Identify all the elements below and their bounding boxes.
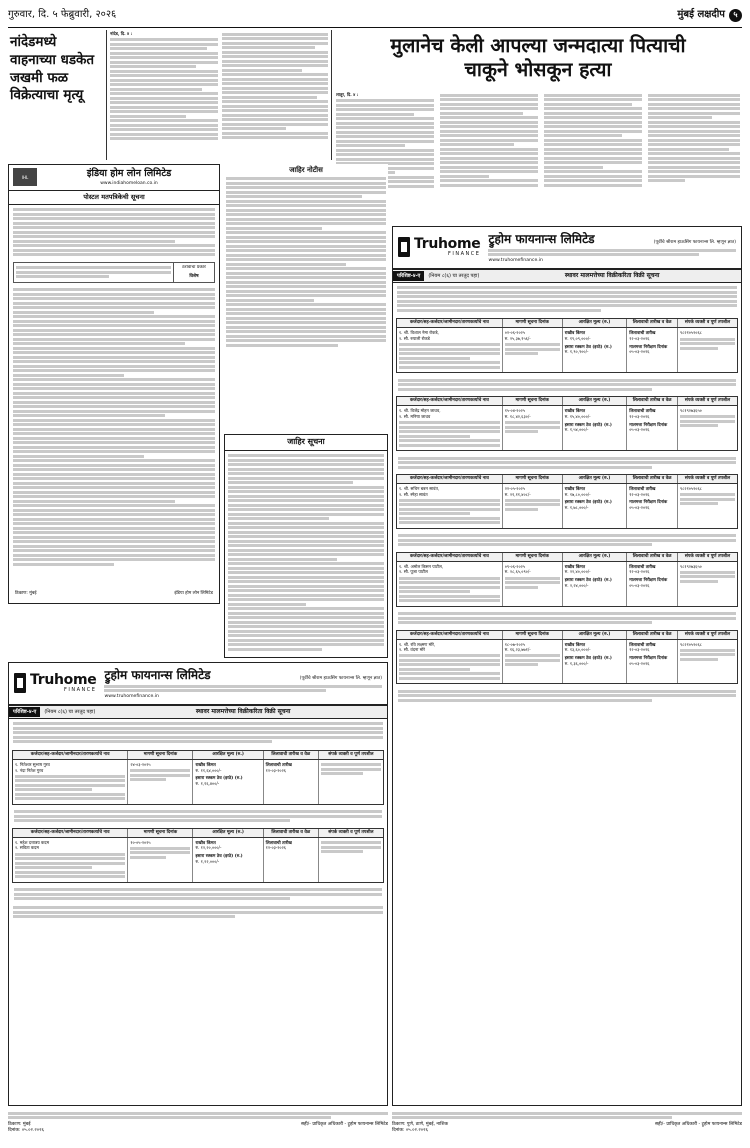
header-demand: मागणी सूचना दिनांक [503,319,563,327]
reserve-price: रु. १९,०९,०००/- [564,336,591,342]
reserve-label: राखीव किंमत [195,839,216,845]
reserve-price: रु. १७,८०,०००/- [564,491,591,497]
header-reserve: आरक्षित मूल्य (रु.) [563,631,628,639]
footer-right-signatory: सही/- प्राधिकृत अधिकारी - ट्रुहोम फायनान्स लिमिटेड [654,1122,742,1127]
header-demand: मागणी सूचना दिनांक [503,397,563,405]
emd-label: इसारा रक्कम ठेव (इरठे) (रु.) [564,577,612,583]
auction-date-label: लिलावाची तारीख [265,761,292,767]
table-row [13,760,383,804]
truhome-right-logo [398,237,480,258]
public-notice-2-title: जाहिर सूचना [225,435,387,451]
footer-right-date: दिनांक: ०५.०२.२०२६ [392,1128,428,1134]
auction-section [396,474,738,529]
header-demand: मागणी सूचना दिनांक [128,751,193,759]
demand-amount: रु. २१,११,४०८/- [504,491,531,497]
emd-label: इसारा रक्कम ठेव (इरठे) (रु.) [564,654,612,660]
header-reserve: आरक्षित मूल्य (रु.) [563,397,628,405]
truhome-left-strip [9,705,387,719]
header-borrower: कर्जदार/सह-कर्जदार/जामीनदार/तारणकर्त्याचे नाव [397,319,503,327]
auction-date: १२-०३-२०२६ [629,569,650,575]
header-auction: लिलावाची तारीख व वेळ [627,319,678,327]
auction-table-header [13,829,383,838]
demand-date: २४-०३-२०२५ [130,761,151,767]
borrower-name: २. सौ. वंदना मोरे [399,647,426,653]
borrower-name: २. सौ. मनिषा जाधव [399,413,431,419]
borrower-name: १. नितेश्वर सुभाष गुरव [15,761,50,767]
contact-number: ९८२१०५२०६८ [680,641,702,647]
header-reserve: आरक्षित मूल्य (रु.) [193,751,263,759]
borrower-name: २. सौ. स्नेहा सावंत [399,491,428,497]
auction-date: १२-०३-२०२६ [265,845,286,851]
contact-number: ९८२१०५२०६८ [680,330,702,336]
reserve-label: राखीव किंमत [564,563,585,569]
truhome-right-notice [392,226,742,1106]
truhome-left-logo [14,673,96,694]
auction-section [396,630,738,685]
main-story-body-2 [440,92,538,222]
main-story-body-3 [544,92,642,222]
header-reserve: आरक्षित मूल्य (रु.) [563,319,628,327]
main-story-dateline: लातूर, दि. ४ : [336,92,359,97]
header-auction: लिलावाची तारीख व वेळ [627,553,678,561]
india-home-signatory: इंडिया होम लोन लिमिटेड [174,591,213,597]
borrower-name: १. श्री. अमोल किसन पाटील, [399,563,444,569]
india-home-loan-notice [8,164,220,604]
reserve-label: राखीव किंमत [195,761,216,767]
masthead [8,6,742,24]
truhome-right-strip [393,269,741,283]
auction-date-label: लिलावाची तारीख [629,563,656,569]
emd-label: इसारा रक्कम ठेव (इरठे) (रु.) [195,853,243,859]
demand-amount: रु. १८,४२,६३०/- [504,413,531,419]
auction-table-header [397,475,737,484]
reserve-label: राखीव किंमत [564,485,585,491]
reserve-label: राखीव किंमत [564,641,585,647]
auction-date-label: लिलावाची तारीख [629,330,656,336]
truhome-right-website: www.truhomefinance.in [488,257,543,263]
property-description [396,376,738,393]
auction-table-header [397,397,737,406]
demand-date: १८-०७-२०२५ [504,641,526,647]
header-auction: लिलावाची तारीख व वेळ [627,475,678,483]
truhome-right-logo-word: Truhome [414,236,481,253]
auction-date-label: लिलावाची तारीख [629,485,656,491]
emd-amount: रु. १,३६,०००/- [564,660,589,666]
truhome-logo-mark-icon [14,673,26,693]
inspection-label: मालमत्ता निरीक्षण दिनांक [629,343,668,349]
truhome-left-logo-sub: FINANCE [64,687,97,694]
story-left-headline: नांदेडमध्ये वाहनाच्या धडकेत जखमी फळ विक्रेत्याचा मृत्यू [10,34,95,104]
resolution-type: विशेष [189,273,199,279]
issue-date: गुरुवार, दि. ५ फेब्रुवारी, २०२६ [8,9,117,21]
header-demand: मागणी सूचना दिनांक [503,631,563,639]
header-contact: संपर्क व्यक्ती व पूर्ण तपशील [684,476,731,482]
header-contact: संपर्क व्यक्ती व पूर्ण तपशील [684,553,731,559]
auction-section [12,828,384,883]
emd-label: इसारा रक्कम ठेव (इरठे) (रु.) [195,775,243,781]
auction-section [12,750,384,805]
auction-date-label: लिलावाची तारीख [265,839,292,845]
property-description [396,687,738,704]
truhome-left-website: www.truhomefinance.in [104,693,159,699]
column-rule [106,30,107,160]
borrower-name: २. सविता कदम [15,845,39,851]
public-notice-2 [224,434,388,658]
borrower-name: २. सौ. रुपाली रोकडे [399,336,430,342]
truhome-left-notice [8,662,388,1106]
reserve-price: रु. १२,२०,०००/- [195,845,222,851]
truhome-right-company-note: (पूर्वीचे श्रीराम हाऊसिंग फायनान्स लि. म्हणून ज्ञात) [653,240,736,245]
demand-date: ०२-०६-२०२५ [504,330,526,336]
truhome-right-rule: (नियम ८(६) चा तरतूद पहा) [428,272,480,279]
main-story-headline [336,34,740,83]
paper-name: मुंबई लक्षदीप [677,9,725,21]
inspection-date: ०५-०३-२०२६ [629,582,650,588]
header-demand: मागणी सूचना दिनांक [503,553,563,561]
auction-table-header [397,319,737,328]
contact-number: ९८२१०५२०६८ [680,485,702,491]
header-contact: संपर्क व्यक्ती व पूर्ण तपशील [684,320,731,326]
auction-date-label: लिलावाची तारीख [629,408,656,414]
table-row [397,484,737,528]
auction-date: १२-०३-२०२६ [265,767,286,773]
truhome-right-company: ट्रुहोम फायनान्स लिमिटेड [488,232,595,246]
demand-amount: रु. १६,२३,७७१/- [504,647,531,653]
truhome-logo-mark-icon [398,237,410,257]
table-row [397,328,737,372]
india-home-company: इंडिया होम लोन लिमिटेड [86,168,172,179]
india-home-website: www.indiahomeloan.co.in [100,180,158,186]
truhome-left-company: ट्रुहोम फायनान्स लिमिटेड [104,668,211,682]
inspection-date: ०५-०३-२०२६ [629,504,650,510]
auction-sections [393,318,741,704]
postal-ballot-title: पोस्टल मतपत्रिकेची सूचना [9,191,219,205]
emd-label: इसारा रक्कम ठेव (इरठे) (रु.) [564,343,612,349]
footer-right [392,1110,742,1144]
resolution-header: ठरावाचा प्रकार [182,264,206,270]
header-contact: संपर्क व्यक्ती व पूर्ण तपशील [684,631,731,637]
left-auction-sections [9,750,387,903]
reserve-price: रु. १३,६०,०००/- [564,647,591,653]
emd-amount: रु. १,२२,०००/- [195,858,220,864]
header-borrower: कर्जदार/सह-कर्जदार/जामीनदार/तारणकर्त्याचे नाव [397,553,503,561]
borrower-name: १. श्री. विशाल नेमा रोकडे, [399,330,439,336]
auction-table-header [13,751,383,760]
borrower-name: १. श्री. विजेंद्र मोहन जाधव, [399,408,441,414]
header-auction: लिलावाची तारीख व वेळ [627,631,678,639]
public-notice-1-title: जाहिर नोटीस [289,166,323,174]
table-row [397,406,737,450]
auction-date: १२-०३-२०२६ [629,491,650,497]
property-description [396,532,738,549]
header-contact: संपर्क व्यक्ती व पूर्ण तपशील [684,398,731,404]
truhome-right-logo-sub: FINANCE [448,251,481,258]
demand-date: १५-०४-२०२५ [504,408,526,414]
demand-date: २२-०५-२०२५ [504,485,526,491]
truhome-left-logo-word: Truhome [30,672,97,689]
footer-left-place: ठिकाण: मुंबई [8,1122,31,1127]
table-row [13,838,383,882]
emd-amount: रु. २,२४,०००/- [564,582,589,588]
header-reserve: आरक्षित मूल्य (रु.) [563,475,628,483]
header-borrower: कर्जदार/सह-कर्जदार/जामीनदार/तारणकर्त्याचे नाव [13,829,128,837]
truhome-left-rule: (नियम ८(६) चा तरतूद पहा) [44,708,96,715]
masthead-rule [8,27,742,28]
contact-number: ९८१९२७३६५० [680,408,702,414]
auction-date-label: लिलावाची तारीख [629,641,656,647]
header-contact: संपर्क व्यक्ती व पूर्ण तपशील [328,829,374,835]
auction-date: १२-०३-२०२६ [629,336,650,342]
header-borrower: कर्जदार/सह-कर्जदार/जामीनदार/तारणकर्त्याचे नाव [13,751,128,759]
auction-table-header [397,631,737,640]
header-reserve: आरक्षित मूल्य (रु.) [563,553,628,561]
inspection-date: ०५-०३-२०२६ [629,349,650,355]
truhome-right-appendix: परिशिष्ट-४-ए [393,271,424,282]
main-story-body-4 [648,92,740,222]
reserve-price: रु. १५,४०,०००/- [564,413,591,419]
inspection-label: मालमत्ता निरीक्षण दिनांक [629,421,668,427]
borrower-name: २. नंदा नितेश गुरव [15,767,44,773]
reserve-label: राखीव किंमत [564,408,585,414]
page-number: ५ [729,9,742,22]
reserve-price: रु. २२,४०,०००/- [564,569,591,575]
footer-left-date: दिनांक: ०५.०२.२०२६ [8,1128,44,1134]
table-row [397,562,737,606]
reserve-price: रु. ११,६४,०००/- [195,767,222,773]
india-home-logo: IHL [13,168,37,186]
borrower-name: १. श्री. सचिन बबन सावंत, [399,485,440,491]
header-borrower: कर्जदार/सह-कर्जदार/जामीनदार/तारणकर्त्याचे नाव [397,475,503,483]
emd-amount: रु. १,९०,९००/- [564,349,589,355]
main-headline-line1: मुलानेच केली आपल्या जन्मदात्या पित्याची [390,34,686,57]
property-description [12,886,384,903]
auction-section [396,396,738,451]
header-auction: लिलावाची तारीख व वेळ [264,829,319,837]
inspection-label: मालमत्ता निरीक्षण दिनांक [629,654,668,660]
borrower-name: १. महेश दत्तात्रय कदम [15,839,49,845]
column-rule [331,30,332,160]
story-left-dateline: नांदेड, दि. ४ : [110,31,133,36]
demand-amount: रु. २५,३७,१५६/- [504,336,531,342]
property-description [396,454,738,471]
truhome-right-notice-title: स्थावर मालमत्तेच्या विक्रीकरिता विक्री सूचना [564,271,660,279]
emd-label: इसारा रक्कम ठेव (इरठे) (रु.) [564,421,612,427]
public-notice-1 [224,164,388,430]
auction-table-header [397,553,737,562]
inspection-label: मालमत्ता निरीक्षण दिनांक [629,499,668,505]
inspection-date: ०५-०३-२०२६ [629,660,650,666]
header-contact: संपर्क व्यक्ती व पूर्ण तपशील [328,751,374,757]
header-auction: लिलावाची तारीख व वेळ [264,751,319,759]
borrower-name: २. सौ. पूजा पाटील [399,569,428,575]
main-headline-line2: चाकूने भोसकून हत्या [464,58,612,82]
reserve-label: राखीव किंमत [564,330,585,336]
emd-amount: रु. १,५४,०००/- [564,427,589,433]
india-home-signature [174,591,213,597]
auction-date: १२-०३-२०२६ [629,413,650,419]
truhome-left-notice-title: स्थावर मालमत्तेच्या विक्रीकरिता विक्री सूचना [195,707,291,715]
footer-left [8,1110,388,1144]
borrower-name: १. श्री. रवि लक्ष्मण मोरे, [399,641,436,647]
story-left-body [110,31,218,159]
inspection-date: ०५-०३-२०२६ [629,427,650,433]
header-auction: लिलावाची तारीख व वेळ [627,397,678,405]
demand-amount: रु. २८,६५,०९०/- [504,569,531,575]
truhome-left-company-note: (पूर्वीचे श्रीराम हाऊसिंग फायनान्स लि. म्हणून ज्ञात) [299,676,382,681]
header-demand: मागणी सूचना दिनांक [128,829,193,837]
inspection-label: मालमत्ता निरीक्षण दिनांक [629,577,668,583]
emd-amount: रु. १,७८,०००/- [564,504,589,510]
paper-title [677,8,742,22]
property-description [396,610,738,627]
header-demand: मागणी सूचना दिनांक [503,475,563,483]
india-home-place: ठिकाण: मुंबई [15,591,37,597]
property-description [12,808,384,825]
story-left-body-cont [222,31,328,159]
contact-number: ९८१९२७३६५० [680,563,702,569]
auction-date: १२-०३-२०२६ [629,647,650,653]
auction-section [396,552,738,607]
header-borrower: कर्जदार/सह-कर्जदार/जामीनदार/तारणकर्त्याचे नाव [397,631,503,639]
demand-date: ०९-०६-२०२५ [504,563,526,569]
emd-amount: रु. १,१६,४००/- [195,780,220,786]
auction-section [396,318,738,373]
header-borrower: कर्जदार/सह-कर्जदार/जामीनदार/तारणकर्त्याचे नाव [397,397,503,405]
footer-left-signatory: सही/- प्राधिकृत अधिकारी - ट्रुहोम फायनान्स लिमिटेड [300,1122,388,1127]
emd-label: इसारा रक्कम ठेव (इरठे) (रु.) [564,499,612,505]
table-row [397,640,737,684]
truhome-left-appendix: परिशिष्ट-४-ए [9,707,40,718]
header-reserve: आरक्षित मूल्य (रु.) [193,829,263,837]
footer-right-place: ठिकाण: पुणे, ठाणे, मुंबई, नाशिक [392,1122,448,1127]
demand-date: १०-०५-२०२५ [130,839,151,845]
